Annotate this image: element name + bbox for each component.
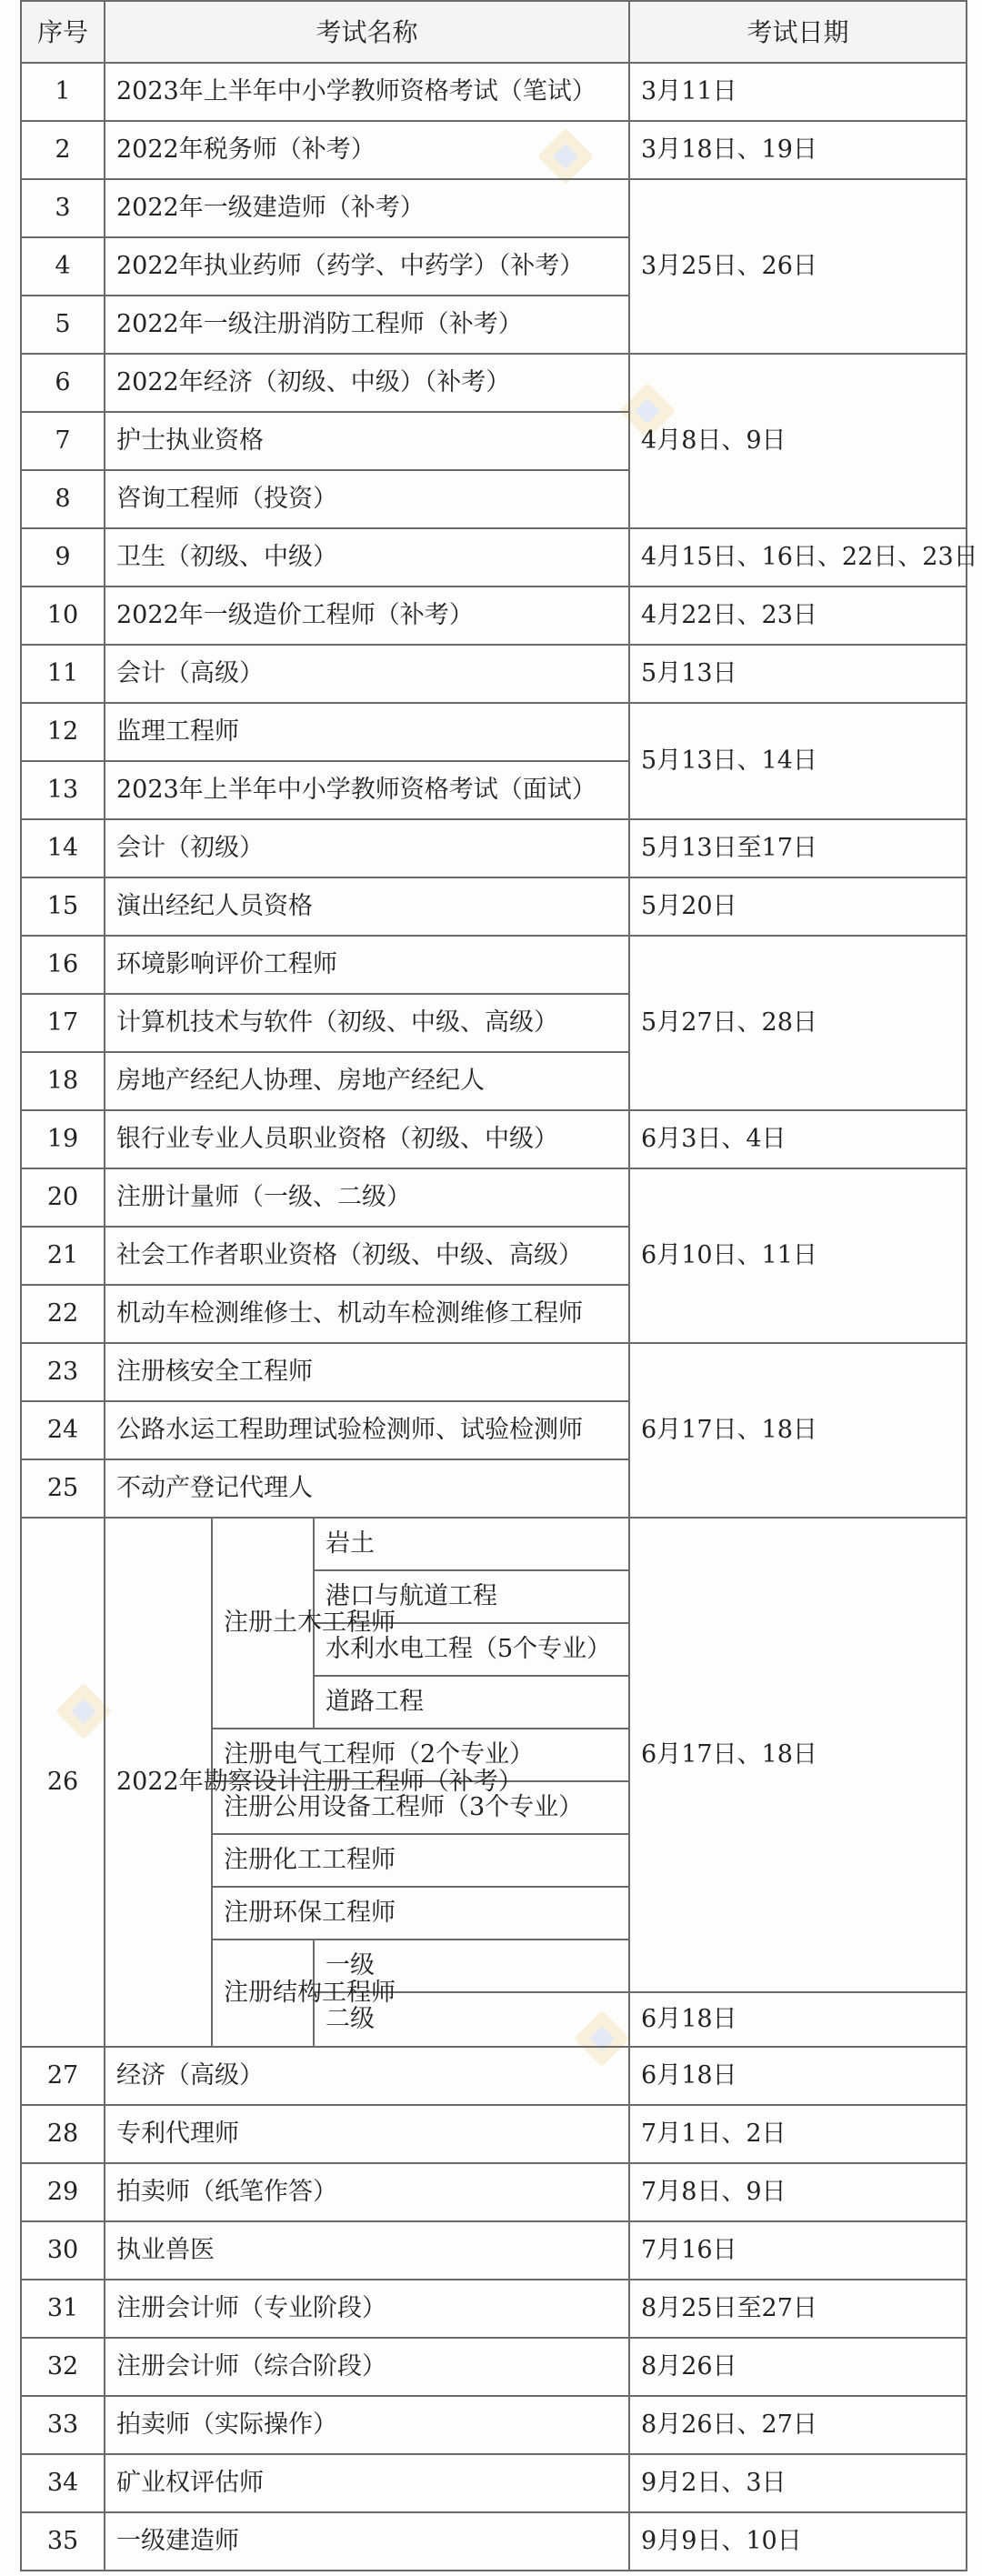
exam-name: 卫生（初级、中级） xyxy=(105,528,629,586)
table-row xyxy=(21,936,967,994)
row-number: 14 xyxy=(21,819,105,877)
table-row xyxy=(21,586,967,645)
exam-name: 计算机技术与软件（初级、中级、高级） xyxy=(105,994,629,1052)
row-number: 15 xyxy=(21,877,105,936)
chemical-engineer: 注册化工工程师 xyxy=(212,1834,629,1887)
exam-name: 环境影响评价工程师 xyxy=(105,936,629,994)
row-number: 16 xyxy=(21,936,105,994)
header-exam-name: 考试名称 xyxy=(105,1,629,63)
table-row xyxy=(21,2396,967,2454)
structural-engineer-label: 注册结构工程师 xyxy=(212,1940,314,2047)
civil-item: 岩土 xyxy=(314,1518,629,1570)
exam-name: 注册核安全工程师 xyxy=(105,1343,629,1401)
exam-name: 机动车检测维修士、机动车检测维修工程师 xyxy=(105,1285,629,1343)
row-number: 22 xyxy=(21,1285,105,1343)
row-number: 4 xyxy=(21,237,105,296)
exam-name: 2022年一级建造师（补考） xyxy=(105,179,629,237)
table-row-26 xyxy=(21,1518,967,1570)
exam-date: 7月1日、2日 xyxy=(629,2105,967,2163)
exam-schedule-table xyxy=(20,0,978,2571)
utility-engineer: 注册公用设备工程师（3个专业） xyxy=(212,1781,629,1834)
table-row xyxy=(21,2280,967,2338)
exam-date: 8月26日 xyxy=(629,2338,967,2396)
header-exam-date: 考试日期 xyxy=(629,1,967,63)
row-number: 30 xyxy=(21,2221,105,2280)
exam-name: 经济（高级） xyxy=(105,2047,629,2105)
exam-name: 房地产经纪人协理、房地产经纪人 xyxy=(105,1052,629,1110)
exam-date: 5月13日 xyxy=(629,645,967,703)
table-row xyxy=(21,703,967,761)
table-row xyxy=(21,179,967,237)
exam-name: 注册计量师（一级、二级） xyxy=(105,1168,629,1227)
exam-name: 咨询工程师（投资） xyxy=(105,470,629,528)
table-row xyxy=(21,2454,967,2512)
exam-name: 2022年经济（初级、中级）（补考） xyxy=(105,354,629,412)
exam-name: 矿业权评估师 xyxy=(105,2454,629,2512)
exam-name: 注册会计师（专业阶段） xyxy=(105,2280,629,2338)
table-header-row xyxy=(21,1,967,63)
row-number: 25 xyxy=(21,1459,105,1518)
exam-name: 2022年执业药师（药学、中药学）（补考） xyxy=(105,237,629,296)
exam-date: 6月3日、4日 xyxy=(629,1110,967,1168)
exam-name: 银行业专业人员职业资格（初级、中级） xyxy=(105,1110,629,1168)
table-row xyxy=(21,354,967,412)
row-number: 2 xyxy=(21,121,105,179)
exam-name: 演出经纪人员资格 xyxy=(105,877,629,936)
row-number: 24 xyxy=(21,1401,105,1459)
exam-name: 不动产登记代理人 xyxy=(105,1459,629,1518)
exam-name: 2022年一级注册消防工程师（补考） xyxy=(105,296,629,354)
exam-date: 9月2日、3日 xyxy=(629,2454,967,2512)
civil-engineer-label: 注册土木工程师 xyxy=(212,1518,314,1729)
exam-date: 6月17日、18日 xyxy=(629,1343,967,1518)
exam-name: 一级建造师 xyxy=(105,2512,629,2571)
table-row xyxy=(21,645,967,703)
row-number: 19 xyxy=(21,1110,105,1168)
table-row xyxy=(21,2221,967,2280)
row-number: 7 xyxy=(21,412,105,470)
table-row xyxy=(21,2338,967,2396)
environmental-engineer: 注册环保工程师 xyxy=(212,1887,629,1940)
table-row xyxy=(21,2105,967,2163)
row-number: 1 xyxy=(21,63,105,121)
exam-date: 4月15日、16日、22日、23日 xyxy=(629,528,967,586)
row-number: 23 xyxy=(21,1343,105,1401)
row-number: 29 xyxy=(21,2163,105,2221)
exam-date: 4月8日、9日 xyxy=(629,354,967,528)
row-number: 12 xyxy=(21,703,105,761)
exam-date: 5月20日 xyxy=(629,877,967,936)
row-number: 8 xyxy=(21,470,105,528)
civil-item: 道路工程 xyxy=(314,1676,629,1729)
exam-date: 9月9日、10日 xyxy=(629,2512,967,2571)
electrical-engineer: 注册电气工程师（2个专业） xyxy=(212,1729,629,1781)
table-row xyxy=(21,2512,967,2571)
exam-date: 6月18日 xyxy=(629,1992,967,2047)
structural-item: 一级 xyxy=(314,1940,629,1992)
exam-date: 7月8日、9日 xyxy=(629,2163,967,2221)
exam-name: 监理工程师 xyxy=(105,703,629,761)
exam-date: 6月18日 xyxy=(629,2047,967,2105)
exam-name: 拍卖师（实际操作） xyxy=(105,2396,629,2454)
table-row xyxy=(21,819,967,877)
exam-date: 8月26日、27日 xyxy=(629,2396,967,2454)
row-number: 5 xyxy=(21,296,105,354)
row-number: 9 xyxy=(21,528,105,586)
table-row xyxy=(21,63,967,121)
exam-date: 5月13日至17日 xyxy=(629,819,967,877)
row-number: 10 xyxy=(21,586,105,645)
exam-name: 会计（高级） xyxy=(105,645,629,703)
row-number: 26 xyxy=(21,1518,105,2047)
row-number: 28 xyxy=(21,2105,105,2163)
table-row xyxy=(21,2163,967,2221)
row-number: 13 xyxy=(21,761,105,819)
row-number: 17 xyxy=(21,994,105,1052)
exam-name: 拍卖师（纸笔作答） xyxy=(105,2163,629,2221)
exam-name: 2023年上半年中小学教师资格考试（面试） xyxy=(105,761,629,819)
exam-date: 3月11日 xyxy=(629,63,967,121)
header-number: 序号 xyxy=(21,1,105,63)
exam-date: 6月10日、11日 xyxy=(629,1168,967,1343)
table-row xyxy=(21,2047,967,2105)
exam-name: 2023年上半年中小学教师资格考试（笔试） xyxy=(105,63,629,121)
row-number: 27 xyxy=(21,2047,105,2105)
row-number: 3 xyxy=(21,179,105,237)
exam-date: 8月25日至27日 xyxy=(629,2280,967,2338)
table-row xyxy=(21,1343,967,1401)
exam-date: 4月22日、23日 xyxy=(629,586,967,645)
exam-name: 会计（初级） xyxy=(105,819,629,877)
row-number: 21 xyxy=(21,1227,105,1285)
row-number: 33 xyxy=(21,2396,105,2454)
exam-date: 5月13日、14日 xyxy=(629,703,967,819)
row-number: 34 xyxy=(21,2454,105,2512)
row-number: 6 xyxy=(21,354,105,412)
row-number: 31 xyxy=(21,2280,105,2338)
exam-name: 执业兽医 xyxy=(105,2221,629,2280)
table-row xyxy=(21,1168,967,1227)
exam-date: 7月16日 xyxy=(629,2221,967,2280)
civil-item: 水利水电工程（5个专业） xyxy=(314,1623,629,1676)
exam-name: 注册会计师（综合阶段） xyxy=(105,2338,629,2396)
exam-name: 社会工作者职业资格（初级、中级、高级） xyxy=(105,1227,629,1285)
exam-name: 护士执业资格 xyxy=(105,412,629,470)
civil-item: 港口与航道工程 xyxy=(314,1570,629,1623)
exam-date: 3月18日、19日 xyxy=(629,121,967,179)
exam-name: 2022年税务师（补考） xyxy=(105,121,629,179)
row-number: 32 xyxy=(21,2338,105,2396)
table-row xyxy=(21,121,967,179)
table-row xyxy=(21,528,967,586)
row-number: 11 xyxy=(21,645,105,703)
exam-name: 公路水运工程助理试验检测师、试验检测师 xyxy=(105,1401,629,1459)
exam-group-name: 2022年勘察设计注册工程师（补考） xyxy=(105,1518,212,2047)
row-number: 35 xyxy=(21,2512,105,2571)
row-number: 20 xyxy=(21,1168,105,1227)
exam-date: 6月17日、18日 xyxy=(629,1518,967,1992)
table-row xyxy=(21,1110,967,1168)
exam-date: 3月25日、26日 xyxy=(629,179,967,354)
structural-item: 二级 xyxy=(314,1992,629,2047)
exam-name: 专利代理师 xyxy=(105,2105,629,2163)
exam-name: 2022年一级造价工程师（补考） xyxy=(105,586,629,645)
exam-date: 5月27日、28日 xyxy=(629,936,967,1110)
table-row xyxy=(21,877,967,936)
row-number: 18 xyxy=(21,1052,105,1110)
